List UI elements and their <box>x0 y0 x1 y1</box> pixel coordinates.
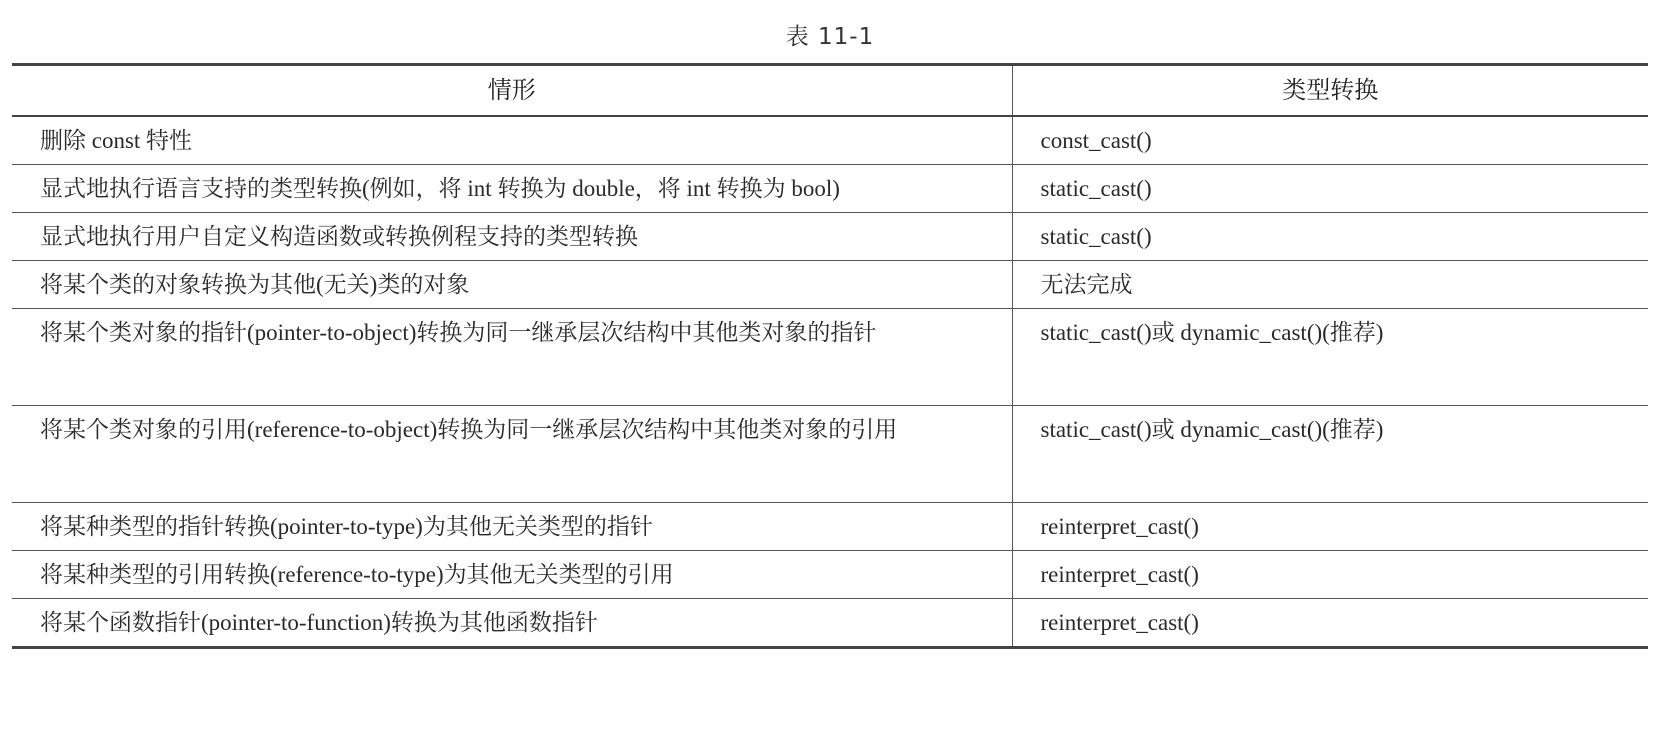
table-row <box>12 309 1648 406</box>
situation-cell: 将某个类的对象转换为其他(无关)类的对象 <box>12 261 1012 309</box>
situation-cell: 将某个类对象的引用(reference-to-object)转换为同一继承层次结构中其他类对象的引用 <box>12 406 1012 503</box>
cast-cell: const_cast() <box>1012 116 1648 165</box>
cast-cell: static_cast() <box>1012 213 1648 261</box>
table-header-row <box>12 65 1648 117</box>
cast-cell: static_cast()或 dynamic_cast()(推荐) <box>1012 406 1648 503</box>
type-conversion-table <box>12 63 1648 649</box>
situation-cell: 显式地执行用户自定义构造函数或转换例程支持的类型转换 <box>12 213 1012 261</box>
situation-cell: 删除 const 特性 <box>12 116 1012 165</box>
table-row <box>12 116 1648 165</box>
table-row <box>12 551 1648 599</box>
situation-cell: 将某种类型的指针转换(pointer-to-type)为其他无关类型的指针 <box>12 503 1012 551</box>
cast-cell: reinterpret_cast() <box>1012 503 1648 551</box>
situation-cell: 显式地执行语言支持的类型转换(例如，将 int 转换为 double，将 int 转换为 bool) <box>12 165 1012 213</box>
table-row <box>12 599 1648 648</box>
header-situation: 情形 <box>12 65 1012 117</box>
cast-cell: reinterpret_cast() <box>1012 551 1648 599</box>
cast-cell: static_cast() <box>1012 165 1648 213</box>
situation-cell: 将某个类对象的指针(pointer-to-object)转换为同一继承层次结构中其他类对象的指针 <box>12 309 1012 406</box>
table-row <box>12 503 1648 551</box>
table-row <box>12 406 1648 503</box>
cast-cell: reinterpret_cast() <box>1012 599 1648 648</box>
table-row <box>12 261 1648 309</box>
header-cast: 类型转换 <box>1012 65 1648 117</box>
situation-cell: 将某个函数指针(pointer-to-function)转换为其他函数指针 <box>12 599 1012 648</box>
table-caption: 表 11-1 <box>785 24 875 50</box>
cast-cell: 无法完成 <box>1012 261 1648 309</box>
cast-cell: static_cast()或 dynamic_cast()(推荐) <box>1012 309 1648 406</box>
table-row <box>12 213 1648 261</box>
table-row <box>12 165 1648 213</box>
situation-cell: 将某种类型的引用转换(reference-to-type)为其他无关类型的引用 <box>12 551 1012 599</box>
